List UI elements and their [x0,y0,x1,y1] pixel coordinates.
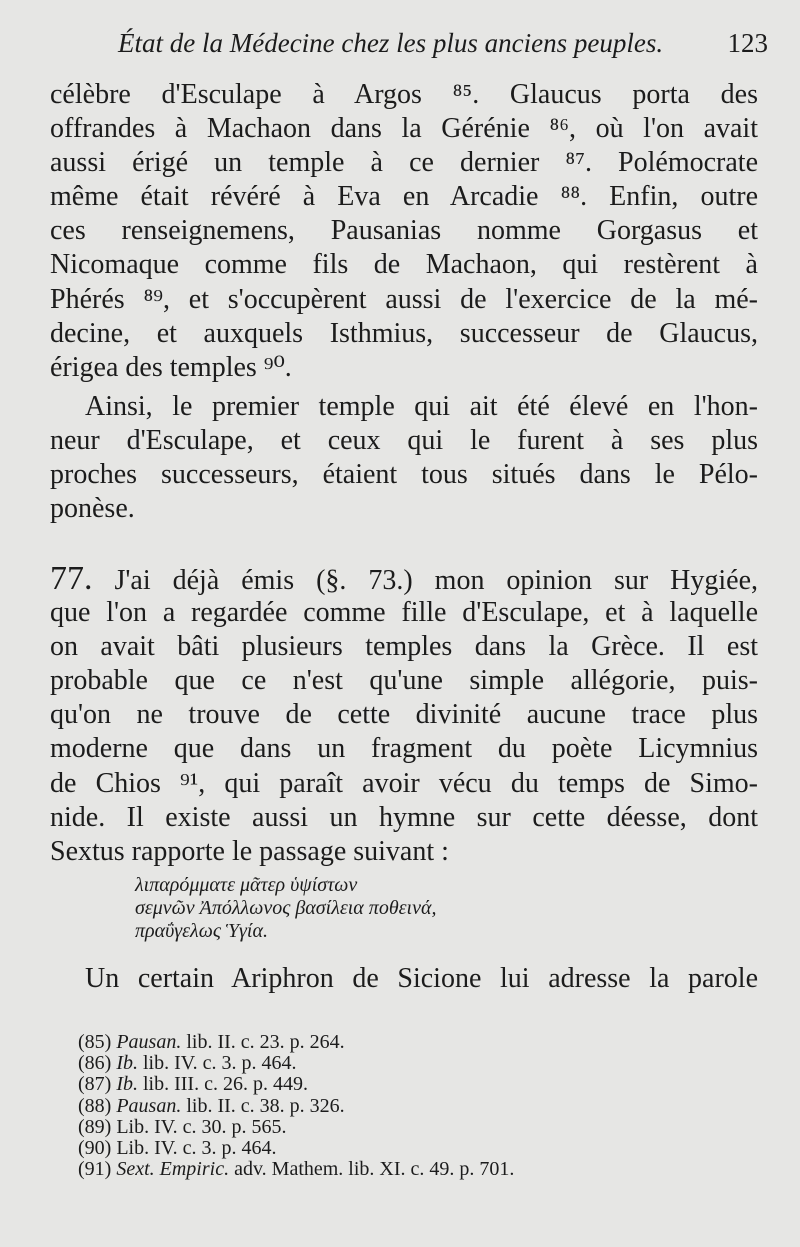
text-line: Un certain Ariphron de Sicione lui adresse la parole [85,963,758,994]
text-line: ponèse. [50,493,135,525]
footnote [78,1159,698,1180]
text-line: même était révéré à Eva en Arcadie ⁸⁸. Enfin, outre [50,181,758,213]
verse-line: λιπαρόμματε μᾶτερ ὑψίστων [135,874,358,896]
footnote-ref: lib. IV. c. 3. p. 464. [143,1052,297,1075]
footnote-ref: Lib. IV. c. 30. p. 565. [116,1115,287,1138]
footnote-number: (87) [78,1073,112,1096]
footnote-source: Pausan. [116,1094,182,1117]
text-line: que l'on a regardée comme fille d'Esculape, et à laquelle [50,597,758,629]
verse-line: σεμνῶν Ἀπόλλωνος βασίλεια ποθεινά, [135,897,437,919]
text-line: proches successeurs, étaient tous situés dans le Pélo- [50,459,758,491]
footnote-ref: adv. Mathem. lib. XI. c. 49. p. 701. [234,1158,515,1181]
paragraph-2 [50,390,758,526]
footnote-number: (91) [78,1158,112,1181]
text-line: decine, et auxquels Isthmius, successeur de Glaucus, [50,317,758,349]
paragraph-number: 77. [50,560,93,597]
verse-line: πραΰγελως Ὑγία. [135,920,268,942]
footnote-ref: lib. III. c. 26. p. 449. [143,1073,308,1096]
text-line [50,562,758,596]
paragraph-3 [50,562,758,869]
text-line: moderne que dans un fragment du poète Licymnius [50,733,758,765]
text-line: on avait bâti plusieurs temples dans la Grèce. Il est [50,631,758,663]
paragraph-1 [50,78,758,385]
footnote [78,1138,698,1159]
text-line: Nicomaque comme fils de Machaon, qui restèrent à [50,249,758,281]
text-line: probable que ce n'est qu'une simple allégorie, puis- [50,665,758,697]
footnote [78,1074,698,1095]
running-title: État de la Médecine chez les plus anciens peuples. [118,28,664,58]
text-line: qu'on ne trouve de cette divinité aucune trace plus [50,699,758,731]
footnote-ref: lib. II. c. 23. p. 264. [186,1031,345,1053]
footnote [78,1053,698,1074]
footnote-source: Ib. [116,1073,138,1096]
text-line: nide. Il existe aussi un hymne sur cette déesse, dont [50,801,758,833]
text-line: de Chios ⁹¹, qui paraît avoir vécu du temps de Simo- [50,767,758,799]
text-line: ces renseignemens, Pausanias nomme Gorgasus et [50,215,758,247]
footnote-source: Ib. [116,1052,138,1075]
footnote-number: (86) [78,1052,112,1075]
footnote-number: (88) [78,1094,112,1117]
footnote-source: Pausan. [116,1031,182,1053]
text-line: aussi érigé un temple à ce dernier ⁸⁷. Polémocrate [50,147,758,179]
first-line-text: J'ai déjà émis (§. 73.) mon opinion sur Hygiée, [114,565,759,596]
footnote [78,1096,698,1117]
greek-quotation [135,874,695,943]
text-line: célèbre d'Esculape à Argos ⁸⁵. Glaucus porta des [50,79,758,110]
text-line: érigea des temples ⁹⁰. [50,351,292,383]
text-line: Sextus rapporte le passage suivant : [50,835,449,867]
footnote-number: (85) [78,1031,112,1053]
running-header [118,28,768,68]
text-line: Phérés ⁸⁹, et s'occupèrent aussi de l'exercice de la mé- [50,283,758,315]
footnote-number: (90) [78,1136,112,1159]
footnote-ref: Lib. IV. c. 3. p. 464. [116,1136,277,1159]
paragraph-4 [50,962,758,996]
text-line: offrandes à Machaon dans la Gérénie ⁸⁶, où l'on avait [50,113,758,145]
footnotes [78,1032,698,1180]
text-line: neur d'Esculape, et ceux qui le furent à ses plus [50,425,758,457]
footnote-ref: lib. II. c. 38. p. 326. [186,1094,345,1117]
footnote-source: Sext. Empiric. [116,1158,230,1181]
text-line: Ainsi, le premier temple qui ait été élevé en l'hon- [85,391,758,422]
footnote [78,1032,698,1053]
footnote [78,1117,698,1138]
page-number: 123 [727,28,768,58]
footnote-number: (89) [78,1115,112,1138]
